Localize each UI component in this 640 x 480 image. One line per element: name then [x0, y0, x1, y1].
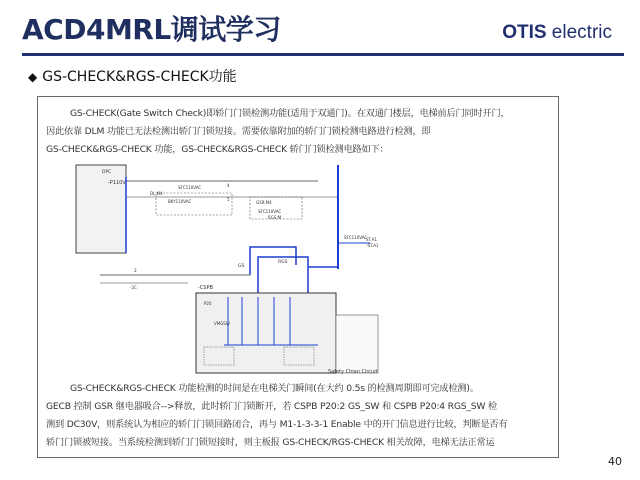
wire-gs-loop — [250, 247, 296, 275]
title-rule — [22, 53, 624, 56]
para1-line3: GS-CHECK&RGS-CHECK 功能，GS-CHECK&RGS-CHECK 轿门门锁检测电路如下： — [46, 144, 389, 155]
safety-chain-label: Safety Chian Circuit — [328, 369, 378, 375]
p110v-label: -P110V — [108, 180, 126, 186]
gsr-label: GSR:M4 — [256, 200, 272, 205]
dpc-module-box — [76, 165, 126, 253]
sfc1-label: SFC110VAC — [178, 185, 202, 190]
logo-otis: OTIS — [502, 22, 547, 43]
sfc3-label: SFC110VAC — [344, 235, 368, 240]
document-image — [37, 96, 559, 458]
para2-line3: 测到 DC30V，则系统认为相应的轿门门锁回路闭合，再与 M1-1-3-3-1 Enable 中的开门信息进行比较，判断是否有 — [46, 419, 508, 430]
vmgsw-label: VMGSW — [214, 321, 230, 326]
sfc2-label: SFC110VAC — [258, 209, 282, 214]
st2-label: -ST.A1 — [366, 243, 379, 248]
p20-label: P20 — [204, 301, 212, 306]
st-label: ST.A1 — [366, 237, 378, 242]
dpc-label: DPC — [102, 170, 112, 175]
n2c-label: -2C — [130, 285, 137, 290]
cspb-board-box — [196, 293, 336, 373]
para2-line4: 轿门门锁被短接。当系统检测到轿门门锁短接时，则主板报 GS-CHECK/RGS-CHECK 相关故障，电梯无法正常运 — [46, 437, 495, 448]
otis-logo — [502, 22, 612, 44]
diamond-bullet-icon: ◆ — [28, 70, 38, 84]
gs-label: GS — [238, 264, 245, 269]
section-heading — [28, 66, 237, 86]
bky-label: BKY110VAC — [168, 199, 192, 204]
para2-line2: GECB 控制 GSR 继电器吸合-->释放，此时轿门门锁断开，若 CSPB P20:2 GS_SW 和 CSPB P20:4 RGS_SW 检 — [46, 401, 497, 412]
cspb-label: -CSPB — [198, 285, 213, 291]
para1-line1: GS-CHECK(Gate Switch Check)即轿门门锁检测功能(适用于双通门)。在双通门楼层，电梯前后门同时开门， — [70, 108, 510, 119]
page-number: 40 — [608, 455, 622, 468]
safety-chain-box — [336, 315, 378, 373]
n3-label: 3 — [134, 268, 137, 273]
para1-line2: 因此依靠 DLM 功能已无法检测出轿门门锁短接。需要依靠附加的轿门门锁检测电路进行检测，即 — [46, 126, 431, 137]
slide-title: ACD4MRL调试学习 — [22, 13, 281, 46]
paragraph-detection — [46, 380, 507, 452]
rgs-m-label: RGS:M — [268, 215, 282, 220]
logo-electric: electric — [546, 22, 612, 43]
k5-label: 5 — [227, 197, 230, 202]
dlm-label: DL:M4 — [150, 191, 163, 196]
rgs-label: RGS — [278, 260, 288, 265]
k4-label: 4 — [227, 183, 230, 188]
relay-dlm-box — [156, 193, 232, 215]
para2-line1: GS-CHECK&RGS-CHECK 功能检测的时间是在电梯关门瞬间(在大约 0.5s 的检测周期即可完成检测)。 — [70, 383, 479, 394]
section-heading-text: GS-CHECK&RGS-CHECK功能 — [42, 69, 237, 85]
